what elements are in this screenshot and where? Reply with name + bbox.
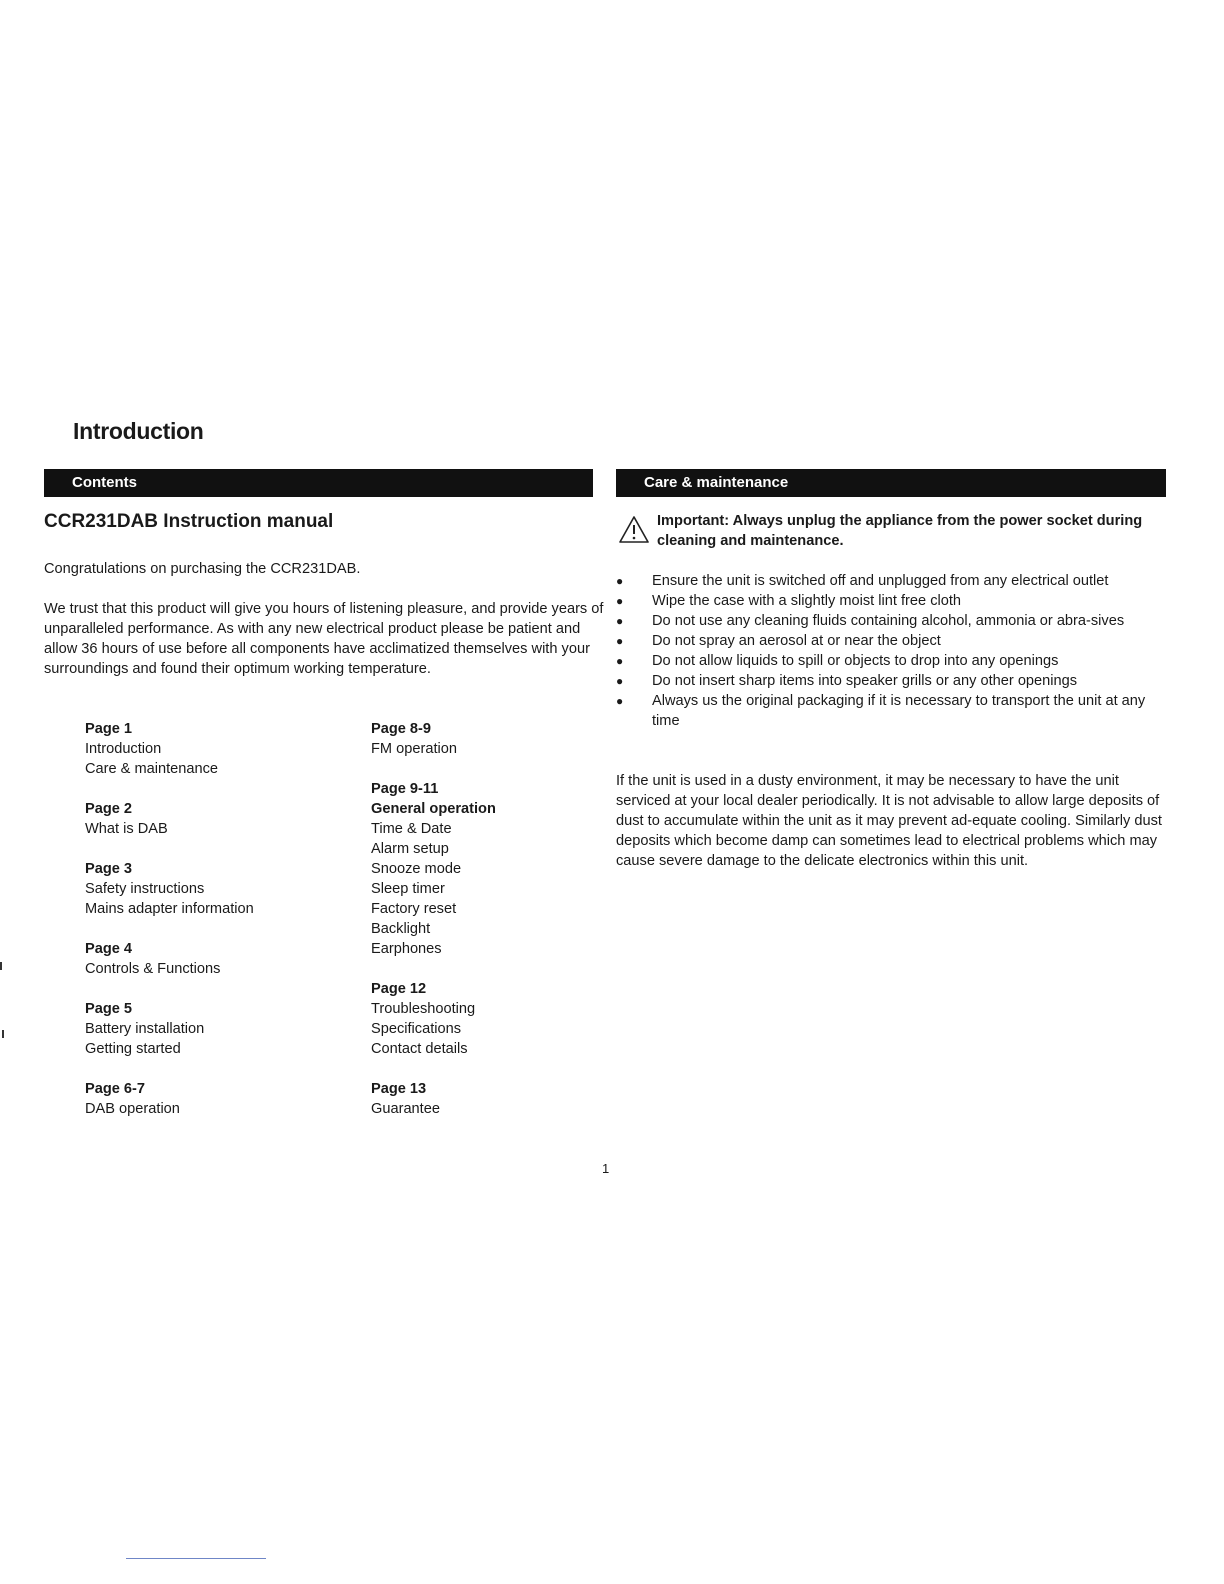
care-bullet-text: Always us the original packaging if it is necessary to transport the unit at any time — [652, 693, 1146, 729]
care-bullet-item — [616, 691, 1166, 731]
toc-entry: Guarantee — [371, 1101, 440, 1117]
toc-entry: Introduction — [85, 741, 162, 757]
toc-page-number: Page 3 — [85, 861, 133, 877]
care-bullet-text: Do not insert sharp items into speaker grills or any other openings — [652, 673, 1078, 689]
care-bullet-list — [616, 571, 1166, 731]
care-bullet-item — [616, 651, 1166, 671]
toc-group — [85, 859, 345, 919]
care-bullet-text: Do not use any cleaning fluids containing alcohol, ammonia or abra-sives — [652, 613, 1125, 629]
toc-group — [371, 719, 631, 759]
contents-section-label: Contents — [72, 474, 137, 491]
toc-entry: Controls & Functions — [85, 961, 221, 977]
bullet-dot-icon: ● — [616, 614, 624, 628]
toc-page-number: Page 13 — [371, 1081, 427, 1097]
footer-rule — [126, 1558, 266, 1559]
toc-entry: Earphones — [371, 941, 442, 957]
intro-paragraph: We trust that this product will give you hours of listening pleasure, and provide years of unparalleled performance. As with any new electrical product please be patient and allow 36 hours of use before all components have acclimatized themselves with your surroundings and found their optimum working temperature. — [44, 601, 604, 677]
toc-page-number: Page 8-9 — [371, 721, 432, 737]
edge-mark — [2, 1030, 4, 1038]
care-bullet-item — [616, 671, 1166, 691]
bullet-dot-icon: ● — [616, 574, 624, 588]
toc-entry: Care & maintenance — [85, 761, 219, 777]
care-bullet-item — [616, 591, 1166, 611]
toc-page-number: Page 4 — [85, 941, 133, 957]
toc-entry: Mains adapter information — [85, 901, 254, 917]
toc-entry: Troubleshooting — [371, 1001, 476, 1017]
toc-entry: Specifications — [371, 1021, 462, 1037]
care-bullet-item — [616, 631, 1166, 651]
toc-column-2 — [371, 719, 631, 1139]
dust-paragraph: If the unit is used in a dusty environment, it may be necessary to have the unit serviced at your local dealer periodically. It is not advisable to allow large deposits of dust to accumulate within the unit as it may prevent ad-equate cooling. Similarly dust deposits which become damp can sometimes lead to electrical problems which may cause severe damage to the delicate electronics within this unit. — [616, 773, 1162, 869]
page-heading: Introduction — [73, 418, 204, 444]
toc-entry: General operation — [371, 801, 496, 817]
toc-entry: FM operation — [371, 741, 457, 757]
toc-entry: Snooze mode — [371, 861, 462, 877]
toc-entry: Factory reset — [371, 901, 457, 917]
toc-page-number: Page 1 — [85, 721, 133, 737]
toc-entry: What is DAB — [85, 821, 168, 837]
toc-entry: Battery installation — [85, 1021, 205, 1037]
bullet-dot-icon: ● — [616, 674, 624, 688]
care-section-bar — [616, 469, 1166, 497]
care-bullet-text: Wipe the case with a slightly moist lint free cloth — [652, 593, 962, 609]
toc-group — [371, 1079, 631, 1119]
toc-group — [85, 799, 345, 839]
toc-entry: Time & Date — [371, 821, 452, 837]
toc-page-number: Page 6-7 — [85, 1081, 146, 1097]
manual-title: CCR231DAB Instruction manual — [44, 511, 334, 532]
toc-group — [371, 979, 631, 1059]
edge-mark — [0, 962, 2, 970]
toc-group — [85, 719, 345, 779]
toc-group — [85, 939, 345, 979]
bullet-dot-icon: ● — [616, 594, 624, 608]
toc-entry: Backlight — [371, 921, 431, 937]
care-bullet-text: Do not allow liquids to spill or objects to drop into any openings — [652, 653, 1059, 669]
toc-group — [85, 1079, 345, 1119]
bullet-dot-icon: ● — [616, 694, 624, 708]
toc-entry: Safety instructions — [85, 881, 205, 897]
toc-column-1 — [85, 719, 345, 1139]
toc-entry: Getting started — [85, 1041, 181, 1057]
care-bullet-item — [616, 611, 1166, 631]
toc-group — [371, 779, 631, 959]
toc-group — [85, 999, 345, 1059]
care-section-label: Care & maintenance — [644, 474, 789, 491]
care-bullet-text: Ensure the unit is switched off and unplugged from any electrical outlet — [652, 573, 1109, 589]
toc-page-number: Page 12 — [371, 981, 427, 997]
toc-entry: Sleep timer — [371, 881, 445, 897]
care-bullet-text: Do not spray an aerosol at or near the object — [652, 633, 941, 649]
toc-entry: Alarm setup — [371, 841, 449, 857]
congratulations-paragraph: Congratulations on purchasing the CCR231DAB. — [44, 561, 361, 577]
bullet-dot-icon: ● — [616, 654, 624, 668]
toc-entry: Contact details — [371, 1041, 468, 1057]
important-notice — [616, 511, 1166, 551]
toc-page-number: Page 2 — [85, 801, 133, 817]
bullet-dot-icon: ● — [616, 634, 624, 648]
warning-triangle-icon — [618, 514, 650, 546]
care-bullet-item — [616, 571, 1166, 591]
toc-page-number: Page 5 — [85, 1001, 133, 1017]
toc-page-number: Page 9-11 — [371, 781, 439, 797]
page-number: 1 — [602, 1161, 610, 1176]
important-text: Important: Always unplug the appliance from the power socket during cleaning and maintenance. — [657, 513, 1143, 549]
toc-entry: DAB operation — [85, 1101, 180, 1117]
contents-section-bar — [44, 469, 593, 497]
